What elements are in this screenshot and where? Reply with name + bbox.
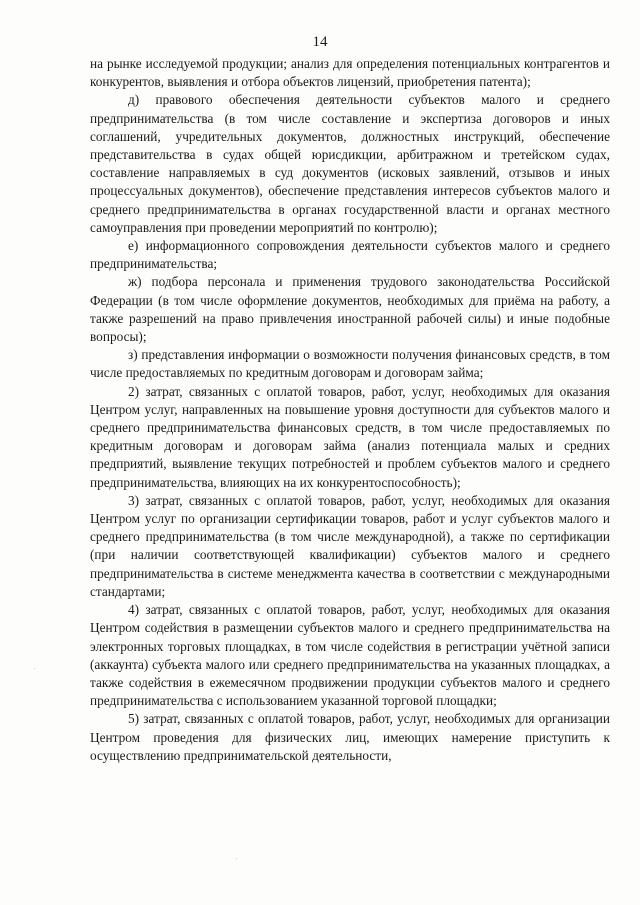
paragraph: д) правового обеспечения деятельности субъектов малого и среднего предпринимательства (в том числе составление и экспертиза договоров и иных соглашений, учредительных документов, должностных инструкций, обеспечение представительства в судах общей юрисдикции, арбитражном и третейском судах, составление направляемых в суд документов (исковых заявлений, отзывов и иных процессуальных документов), обеспечение представления интересов субъектов малого и среднего предпринимательства в органах государственной власти и органах местного самоуправления при проведении мероприятий по контролю); <box>90 92 610 235</box>
paragraph: 4) затрат, связанных с оплатой товаров, работ, услуг, необходимых для оказания Центром содействия в размещении субъектов малого и среднего предпринимательства на электронных торговых площадках, в том числе содействия в регистрации учётной записи (аккаунта) субъекта малого или среднего предпринимательства на указанных площадках, а также содействия в ежемесячном продвижении продукции субъектов малого и среднего предпринимательства с использованием указанной торговой площадки; <box>90 602 610 709</box>
paragraph: 2) затрат, связанных с оплатой товаров, работ, услуг, необходимых для оказания Центром услуг, направленных на повышение уровня доступности для субъектов малого и среднего предпринимательства финансовых средств, в том числе предоставляемых по кредитным договорам и договорам займа (анализ потенциала малых и средних предприятий, выявление текущих потребностей и проблем субъектов малого и среднего предпринимательства, влияющих на их конкурентоспособность); <box>90 383 610 490</box>
paragraph: е) информационного сопровождения деятельности субъектов малого и среднего предпринимательства; <box>90 238 610 272</box>
document-body <box>90 55 610 765</box>
paragraph: 5) затрат, связанных с оплатой товаров, работ, услуг, необходимых для организации Центром проведения для физических лиц, имеющих намерение приступить к осуществлению предпринимательской деятельности, <box>90 711 610 763</box>
scan-speck <box>34 668 35 669</box>
paragraph: 3) затрат, связанных с оплатой товаров, работ, услуг, необходимых для оказания Центром услуг по организации сертификации товаров, работ и услуг субъектов малого и среднего предпринимательства (в том числе международной), а также по сертификации (при наличии соответствующей квалификации) субъектов малого и среднего предпринимательства в системе менеджмента качества в соответствии с международными стандартами; <box>90 492 610 599</box>
paragraph: на рынке исследуемой продукции; анализ для определения потенциальных контрагентов и конкурентов, выявления и отбора объектов лицензий, приобретения патента); <box>90 56 610 90</box>
scan-speck <box>236 858 237 859</box>
paragraph: ж) подбора персонала и применения трудового законодательства Российской Федерации (в том числе оформление документов, необходимых для приёма на работу, а также разрешений на право привлечения иностранной рабочей силы) и иные подобные вопросы); <box>90 274 610 345</box>
paragraph: з) представления информации о возможности получения финансовых средств, в том числе предоставляемых по кредитным договорам и договорам займа; <box>90 347 610 381</box>
page-number: 14 <box>312 34 328 50</box>
